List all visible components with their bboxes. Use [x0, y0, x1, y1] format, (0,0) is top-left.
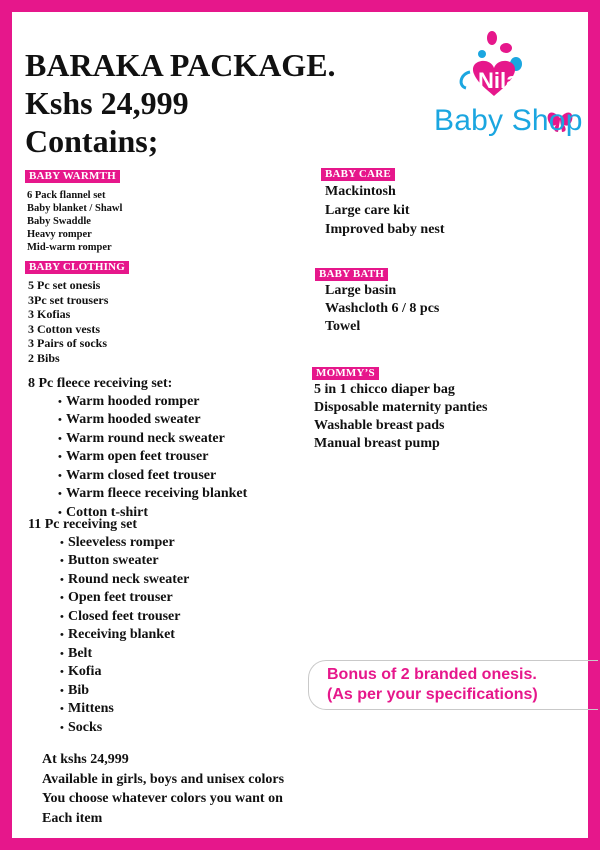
list-item: Mid-warm romper — [27, 242, 112, 253]
logo-shop-name: Baby Shop — [434, 104, 583, 137]
package-name: BARAKA PACKAGE. — [25, 47, 336, 83]
list-item: Large basin — [325, 283, 397, 298]
baby-bath-tag: BABY BATH — [315, 268, 388, 281]
footer-notes — [42, 750, 284, 828]
baby-clothing-tag: BABY CLOTHING — [25, 261, 129, 274]
list-item: • Kofia — [60, 663, 189, 682]
list-item: • Button sweater — [60, 552, 189, 571]
list-item: 3 Cotton vests — [28, 321, 100, 336]
baby-care-section — [321, 164, 445, 239]
list-item: Heavy romper — [27, 229, 92, 240]
list-item: • Warm round neck sweater — [58, 430, 247, 449]
receiving-set-heading: 11 Pc receiving set — [28, 517, 137, 532]
mommys-list — [312, 381, 487, 453]
list-item: • Warm closed feet trouser — [58, 467, 247, 486]
list-item: • Warm fleece receiving blanket — [58, 485, 247, 504]
mommys-section — [312, 363, 487, 453]
list-item: 5 in 1 chicco diaper bag — [314, 382, 455, 397]
list-item: • Warm hooded sweater — [58, 411, 247, 430]
list-item: 5 Pc set onesis — [28, 278, 101, 292]
list-item: • Bib — [60, 682, 189, 701]
list-item: Towel — [325, 319, 361, 334]
fleece-set-heading: 8 Pc fleece receiving set: — [28, 376, 173, 391]
baby-clothing-list — [25, 278, 129, 365]
baby-care-list — [321, 182, 445, 239]
baby-warmth-tag: BABY WARMTH — [25, 170, 120, 183]
mommys-tag: MOMMY’S — [312, 367, 379, 380]
list-item: Baby blanket / Shawl — [27, 203, 123, 214]
list-item: 3 Kofias — [28, 307, 71, 321]
list-item: Mackintosh — [325, 184, 396, 199]
list-item: • Closed feet trouser — [60, 608, 189, 627]
list-item: • Socks — [60, 719, 189, 738]
baby-care-tag: BABY CARE — [321, 168, 395, 181]
list-item: Manual breast pump — [314, 436, 440, 451]
receiving-set-section — [28, 516, 189, 737]
baby-warmth-section — [25, 166, 122, 254]
receiving-set-list — [28, 534, 189, 738]
baby-clothing-section — [25, 257, 129, 365]
list-item: Washable breast pads — [314, 418, 445, 433]
list-item: • Sleeveless romper — [60, 534, 189, 553]
fleece-set-list — [28, 393, 247, 523]
list-item: Washcloth 6 / 8 pcs — [325, 301, 440, 316]
list-item: Large care kit — [325, 203, 410, 218]
footer-colors: Available in girls, boys and unisex colors — [42, 771, 285, 787]
footer-choice: You choose whatever colors you want on — [42, 791, 283, 806]
baby-bath-section — [315, 264, 439, 336]
baby-bath-list — [315, 282, 439, 336]
list-item: • Receiving blanket — [60, 626, 189, 645]
list-item: • Belt — [60, 645, 189, 664]
list-item: Baby Swaddle — [27, 216, 91, 227]
logo-word: Nila — [478, 68, 519, 93]
list-item: • Warm hooded romper — [58, 393, 247, 412]
footer-item: Each item — [42, 810, 103, 826]
bonus-line-1: Bonus of 2 branded onesis. — [327, 666, 537, 683]
list-item: • Round neck sweater — [60, 571, 189, 590]
list-item: • Open feet trouser — [60, 589, 189, 608]
page-title — [25, 46, 336, 160]
list-item: 2 Bibs — [28, 350, 60, 365]
contains-label: Contains; — [25, 123, 159, 159]
baby-warmth-list — [25, 189, 122, 254]
bonus-callout — [308, 660, 598, 710]
list-item: Improved baby nest — [325, 222, 445, 237]
footer-price: At kshs 24,999 — [42, 752, 129, 767]
shop-logo — [420, 26, 590, 156]
list-item: • Mittens — [60, 700, 189, 719]
fleece-set-section — [28, 375, 247, 522]
list-item: • Cotton t-shirt — [58, 504, 247, 523]
package-price: Kshs 24,999 — [25, 85, 189, 121]
list-item: 3 Pairs of socks — [28, 336, 107, 350]
list-item: Disposable maternity panties — [314, 400, 488, 415]
bonus-line-2: (As per your specifications) — [327, 686, 538, 703]
list-item: • Warm open feet trouser — [58, 448, 247, 467]
list-item: 3Pc set trousers — [28, 292, 109, 307]
list-item: 6 Pack flannel set — [27, 190, 106, 201]
